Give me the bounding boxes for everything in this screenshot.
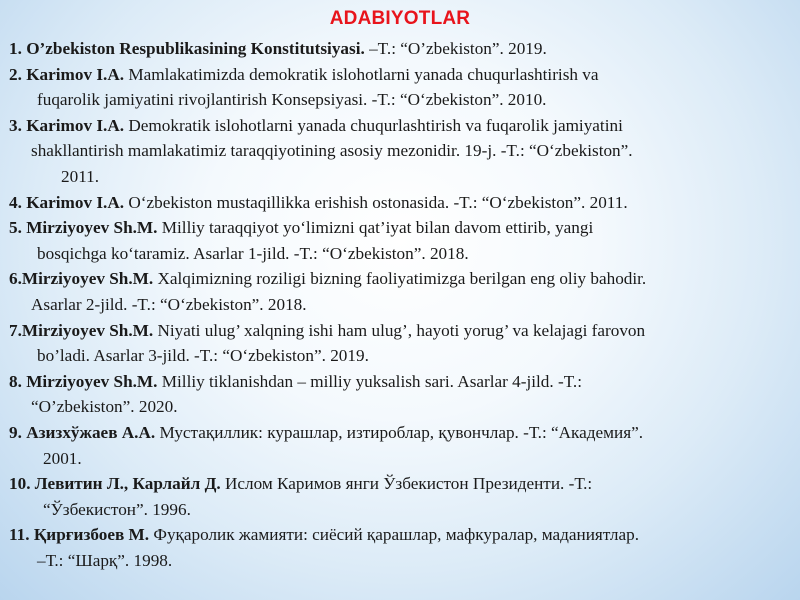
reference-author: 8. Mirziyoyev Sh.M. — [9, 371, 158, 391]
reference-text: Фуқаролик жамияти: сиёсий қарашлар, мафкуралар, маданиятлар. — [149, 525, 639, 545]
reference-text: Mamlakatimizda demokratik islohotlarni yanada chuqurlashtirish va — [124, 64, 599, 84]
reference-author: 11. Қирғизбоев М. — [9, 525, 150, 545]
reference-author: 10. Левитин Л., Карлайл Д. — [9, 474, 221, 494]
reference-line — [9, 372, 582, 391]
reference-line — [9, 39, 547, 58]
reference-text: Xalqimizning roziligi bizning faoliyatimizga berilgan eng oliy bahodir. — [153, 269, 647, 289]
reference-author: 9. Азизхўжаев А.А. — [9, 422, 156, 442]
reference-continuation: bosqichga ko‘taramiz. Asarlar 1-jild. -T.: “O‘zbekiston”. 2018. — [37, 243, 469, 263]
reference-text: Мустақиллик: курашлар, изтироблар, қувончлар. -Т.: “Академия”. — [155, 422, 644, 442]
slide-title: ADABIYOTLAR — [329, 8, 471, 29]
reference-item — [9, 369, 795, 420]
reference-item — [9, 522, 795, 573]
reference-author: 5. Mirziyoyev Sh.M. — [9, 218, 158, 238]
reference-text: –T.: “O’zbekiston”. 2019. — [364, 39, 547, 58]
reference-author: 7.Mirziyoyev Sh.M. — [9, 320, 154, 340]
reference-text: Milliy taraqqiyot yo‘limizni qat’iyat bilan davom ettirib, yangi — [157, 218, 594, 238]
reference-item — [9, 420, 795, 471]
reference-line — [9, 474, 592, 493]
reference-line — [9, 269, 646, 288]
reference-author: 6.Mirziyoyev Sh.M. — [9, 269, 154, 289]
reference-author: 4. Karimov I.A. — [9, 192, 125, 212]
reference-continuation: –Т.: “Шарқ”. 1998. — [37, 550, 173, 570]
reference-line — [9, 218, 593, 237]
reference-item — [9, 62, 795, 113]
reference-text: Milliy tiklanishdan – milliy yuksalish sari. Asarlar 4-jild. -T.: — [157, 371, 583, 391]
reference-item — [9, 36, 795, 62]
reference-item — [9, 190, 795, 216]
reference-line — [9, 423, 643, 442]
reference-text: Demokratik islohotlarni yanada chuqurlashtirish va fuqarolik jamiyatini — [124, 115, 623, 135]
reference-item — [9, 318, 795, 369]
reference-author: 1. O’zbekiston Respublikasining Konstitutsiyasi. — [9, 39, 365, 58]
reference-item — [9, 471, 795, 522]
reference-continuation: 2001. — [43, 448, 82, 468]
reference-item — [9, 266, 795, 317]
reference-text: Niyati ulug’ xalqning ishi ham ulug’, hayoti yorug’ va kelajagi farovon — [153, 320, 646, 340]
reference-continuation: fuqarolik jamiyatini rivojlantirish Konsepsiyasi. -T.: “O‘zbekiston”. 2010. — [37, 90, 547, 110]
reference-continuation: 2011. — [61, 166, 100, 186]
reference-line — [9, 193, 628, 212]
reference-item — [9, 113, 795, 190]
reference-continuation: shakllantirish mamlakatimiz taraqqiyotining asosiy mezonidir. 19-j. -T.: “O‘zbekiston”. — [31, 141, 633, 161]
reference-continuation: “Ўзбекистон”. 1996. — [43, 499, 191, 519]
reference-continuation: “O’zbekiston”. 2020. — [31, 397, 178, 417]
reference-text: O‘zbekiston mustaqillikka erishish ostonasida. -T.: “O‘zbekiston”. 2011. — [124, 192, 628, 212]
reference-text: Ислом Каримов янги Ўзбекистон Президенти. -Т.: — [220, 474, 593, 494]
reference-author: 3. Karimov I.A. — [9, 115, 125, 135]
reference-list — [9, 36, 795, 573]
reference-continuation: Asarlar 2-jild. -T.: “O‘zbekiston”. 2018. — [31, 294, 307, 314]
reference-line — [9, 321, 645, 340]
reference-line — [9, 65, 599, 84]
reference-item — [9, 215, 795, 266]
reference-line — [9, 525, 639, 544]
reference-author: 2. Karimov I.A. — [9, 64, 125, 84]
reference-line — [9, 116, 623, 135]
reference-continuation: bo’ladi. Asarlar 3-jild. -T.: “O‘zbekiston”. 2019. — [37, 346, 369, 366]
